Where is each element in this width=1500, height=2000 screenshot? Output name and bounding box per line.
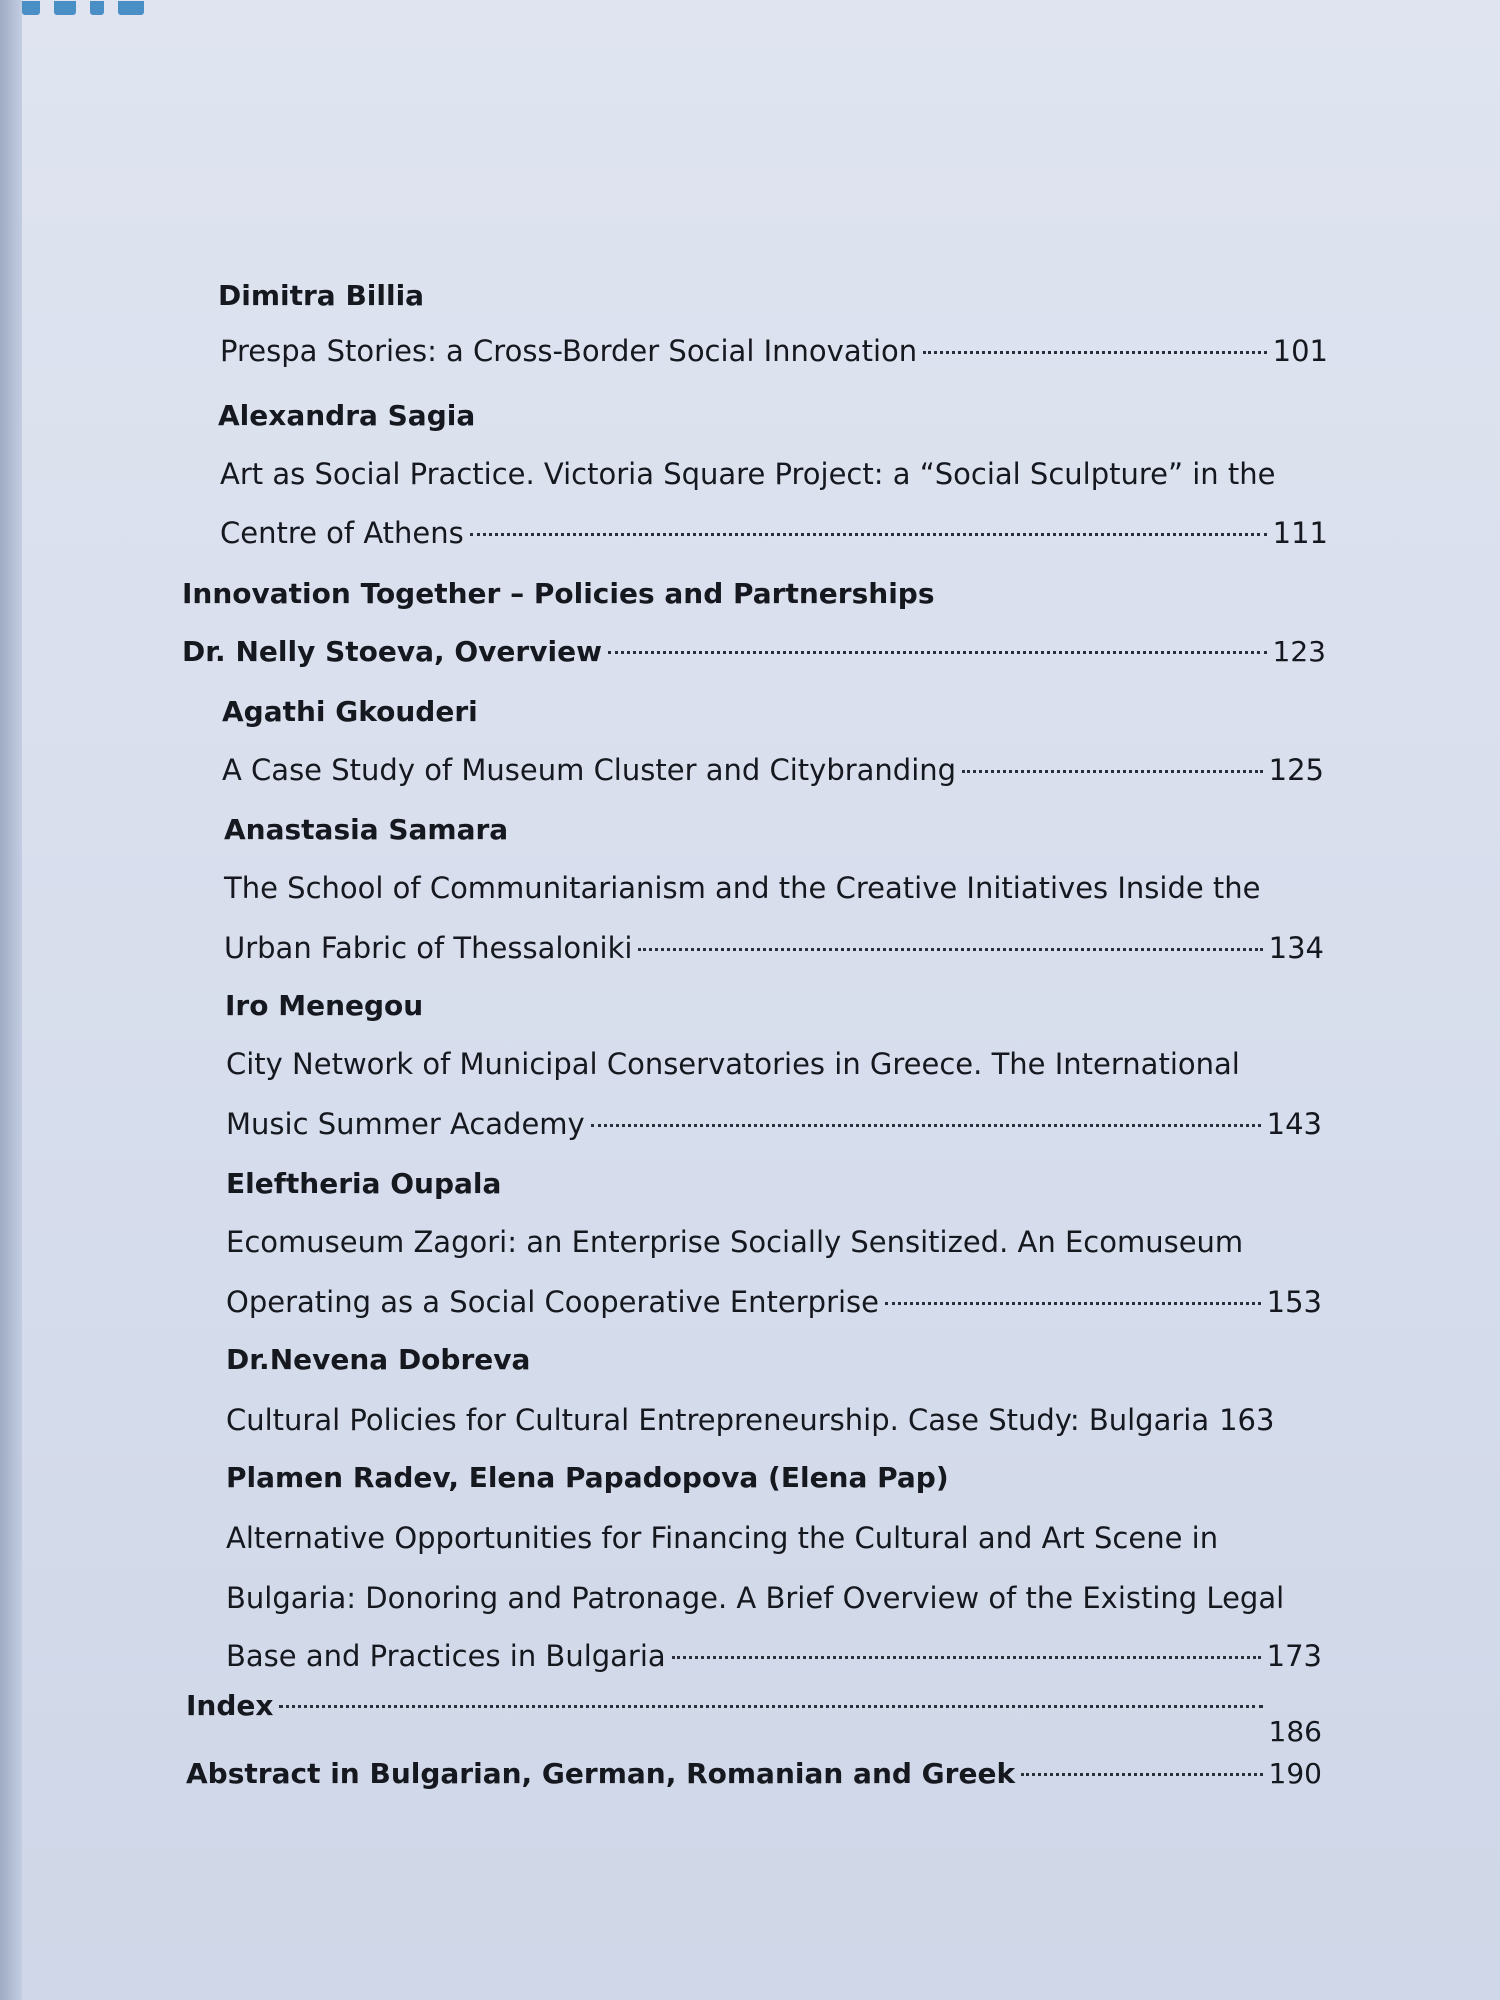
toc-entry-line: Ecomuseum Zagori: an Enterprise Socially Sensitized. An Ecomuseum	[226, 1225, 1244, 1259]
toc-author: Anastasia Samara	[224, 813, 509, 846]
toc-entry-line: Bulgaria: Donoring and Patronage. A Brief Overview of the Existing Legal	[226, 1581, 1285, 1615]
dot-leader	[591, 1124, 1261, 1127]
toc-entry	[182, 634, 1326, 670]
toc-entry-title: Urban Fabric of Thessaloniki	[224, 931, 633, 965]
toc-section-heading: Innovation Together – Policies and Partnerships	[182, 577, 935, 610]
dot-leader	[470, 533, 1267, 536]
toc-entry	[226, 1284, 1322, 1320]
toc-entry-title: Centre of Athens	[220, 516, 464, 550]
toc-page-number: 125	[1268, 753, 1324, 787]
toc-author: Alexandra Sagia	[218, 399, 476, 432]
toc-author: Iro Menegou	[225, 989, 424, 1022]
toc-page-number: 163	[1219, 1403, 1275, 1437]
toc-entry	[226, 1402, 1274, 1438]
toc-page-number: 111	[1272, 516, 1328, 550]
toc-page-number: 134	[1268, 931, 1324, 965]
toc-entry	[220, 333, 1328, 369]
toc-entry-title: Index	[186, 1689, 274, 1722]
toc-entry	[186, 1756, 1322, 1792]
toc-page-number: 173	[1266, 1639, 1322, 1673]
toc-entry	[222, 752, 1324, 788]
toc-page-number: 143	[1266, 1107, 1322, 1141]
toc-page-number: 123	[1272, 635, 1326, 668]
toc-entry	[186, 1688, 1322, 1748]
toc-entry	[226, 1638, 1322, 1674]
toc-author: Dimitra Billia	[218, 279, 425, 312]
toc-entry-title: Prespa Stories: a Cross-Border Social Innovation	[220, 334, 918, 368]
toc-author: Eleftheria Oupala	[226, 1167, 502, 1200]
toc-entry-title: Music Summer Academy	[226, 1107, 585, 1141]
toc-author: Plamen Radev, Elena Papadopova (Elena Pap)	[226, 1461, 949, 1494]
dot-leader	[885, 1302, 1261, 1305]
toc-entry-line: The School of Communitarianism and the Creative Initiatives Inside the	[224, 871, 1261, 905]
dot-leader	[962, 770, 1263, 773]
toc-author: Agathi Gkouderi	[222, 695, 478, 728]
toc-entry-title: Operating as a Social Cooperative Enterprise	[226, 1285, 879, 1319]
toc-entry	[226, 1106, 1322, 1142]
toc-entry	[220, 515, 1328, 551]
toc-entry-title: Cultural Policies for Cultural Entrepreneurship. Case Study: Bulgaria	[226, 1403, 1210, 1437]
toc-page-number: 186	[1268, 1715, 1322, 1748]
dot-leader	[672, 1656, 1261, 1659]
toc-author: Dr.Nevena Dobreva	[226, 1343, 531, 1376]
toc-entry-line: Alternative Opportunities for Financing the Cultural and Art Scene in	[226, 1521, 1219, 1555]
toc-entry	[224, 930, 1324, 966]
toc-entry-line: Art as Social Practice. Victoria Square Project: a “Social Sculpture” in the	[220, 457, 1276, 491]
toc-entry-title: Dr. Nelly Stoeva, Overview	[182, 635, 602, 668]
dot-leader	[923, 351, 1266, 354]
dot-leader	[638, 948, 1262, 951]
toc-page-number: 153	[1266, 1285, 1322, 1319]
dot-leader	[1021, 1773, 1262, 1776]
dot-leader	[608, 651, 1267, 654]
dot-leader	[279, 1705, 1262, 1708]
toc-entry-title: Abstract in Bulgarian, German, Romanian and Greek	[186, 1757, 1016, 1790]
toc-entry-title: Base and Practices in Bulgaria	[226, 1639, 666, 1673]
page-edge-shadow	[0, 0, 22, 2000]
toc-entry-title: A Case Study of Museum Cluster and Citybranding	[222, 753, 957, 787]
table-of-contents	[22, 0, 1500, 2000]
toc-entry-line: City Network of Municipal Conservatories in Greece. The International	[226, 1047, 1240, 1081]
toc-page-number: 190	[1268, 1757, 1322, 1790]
book-page	[22, 0, 1500, 2000]
toc-page-number: 101	[1272, 334, 1328, 368]
